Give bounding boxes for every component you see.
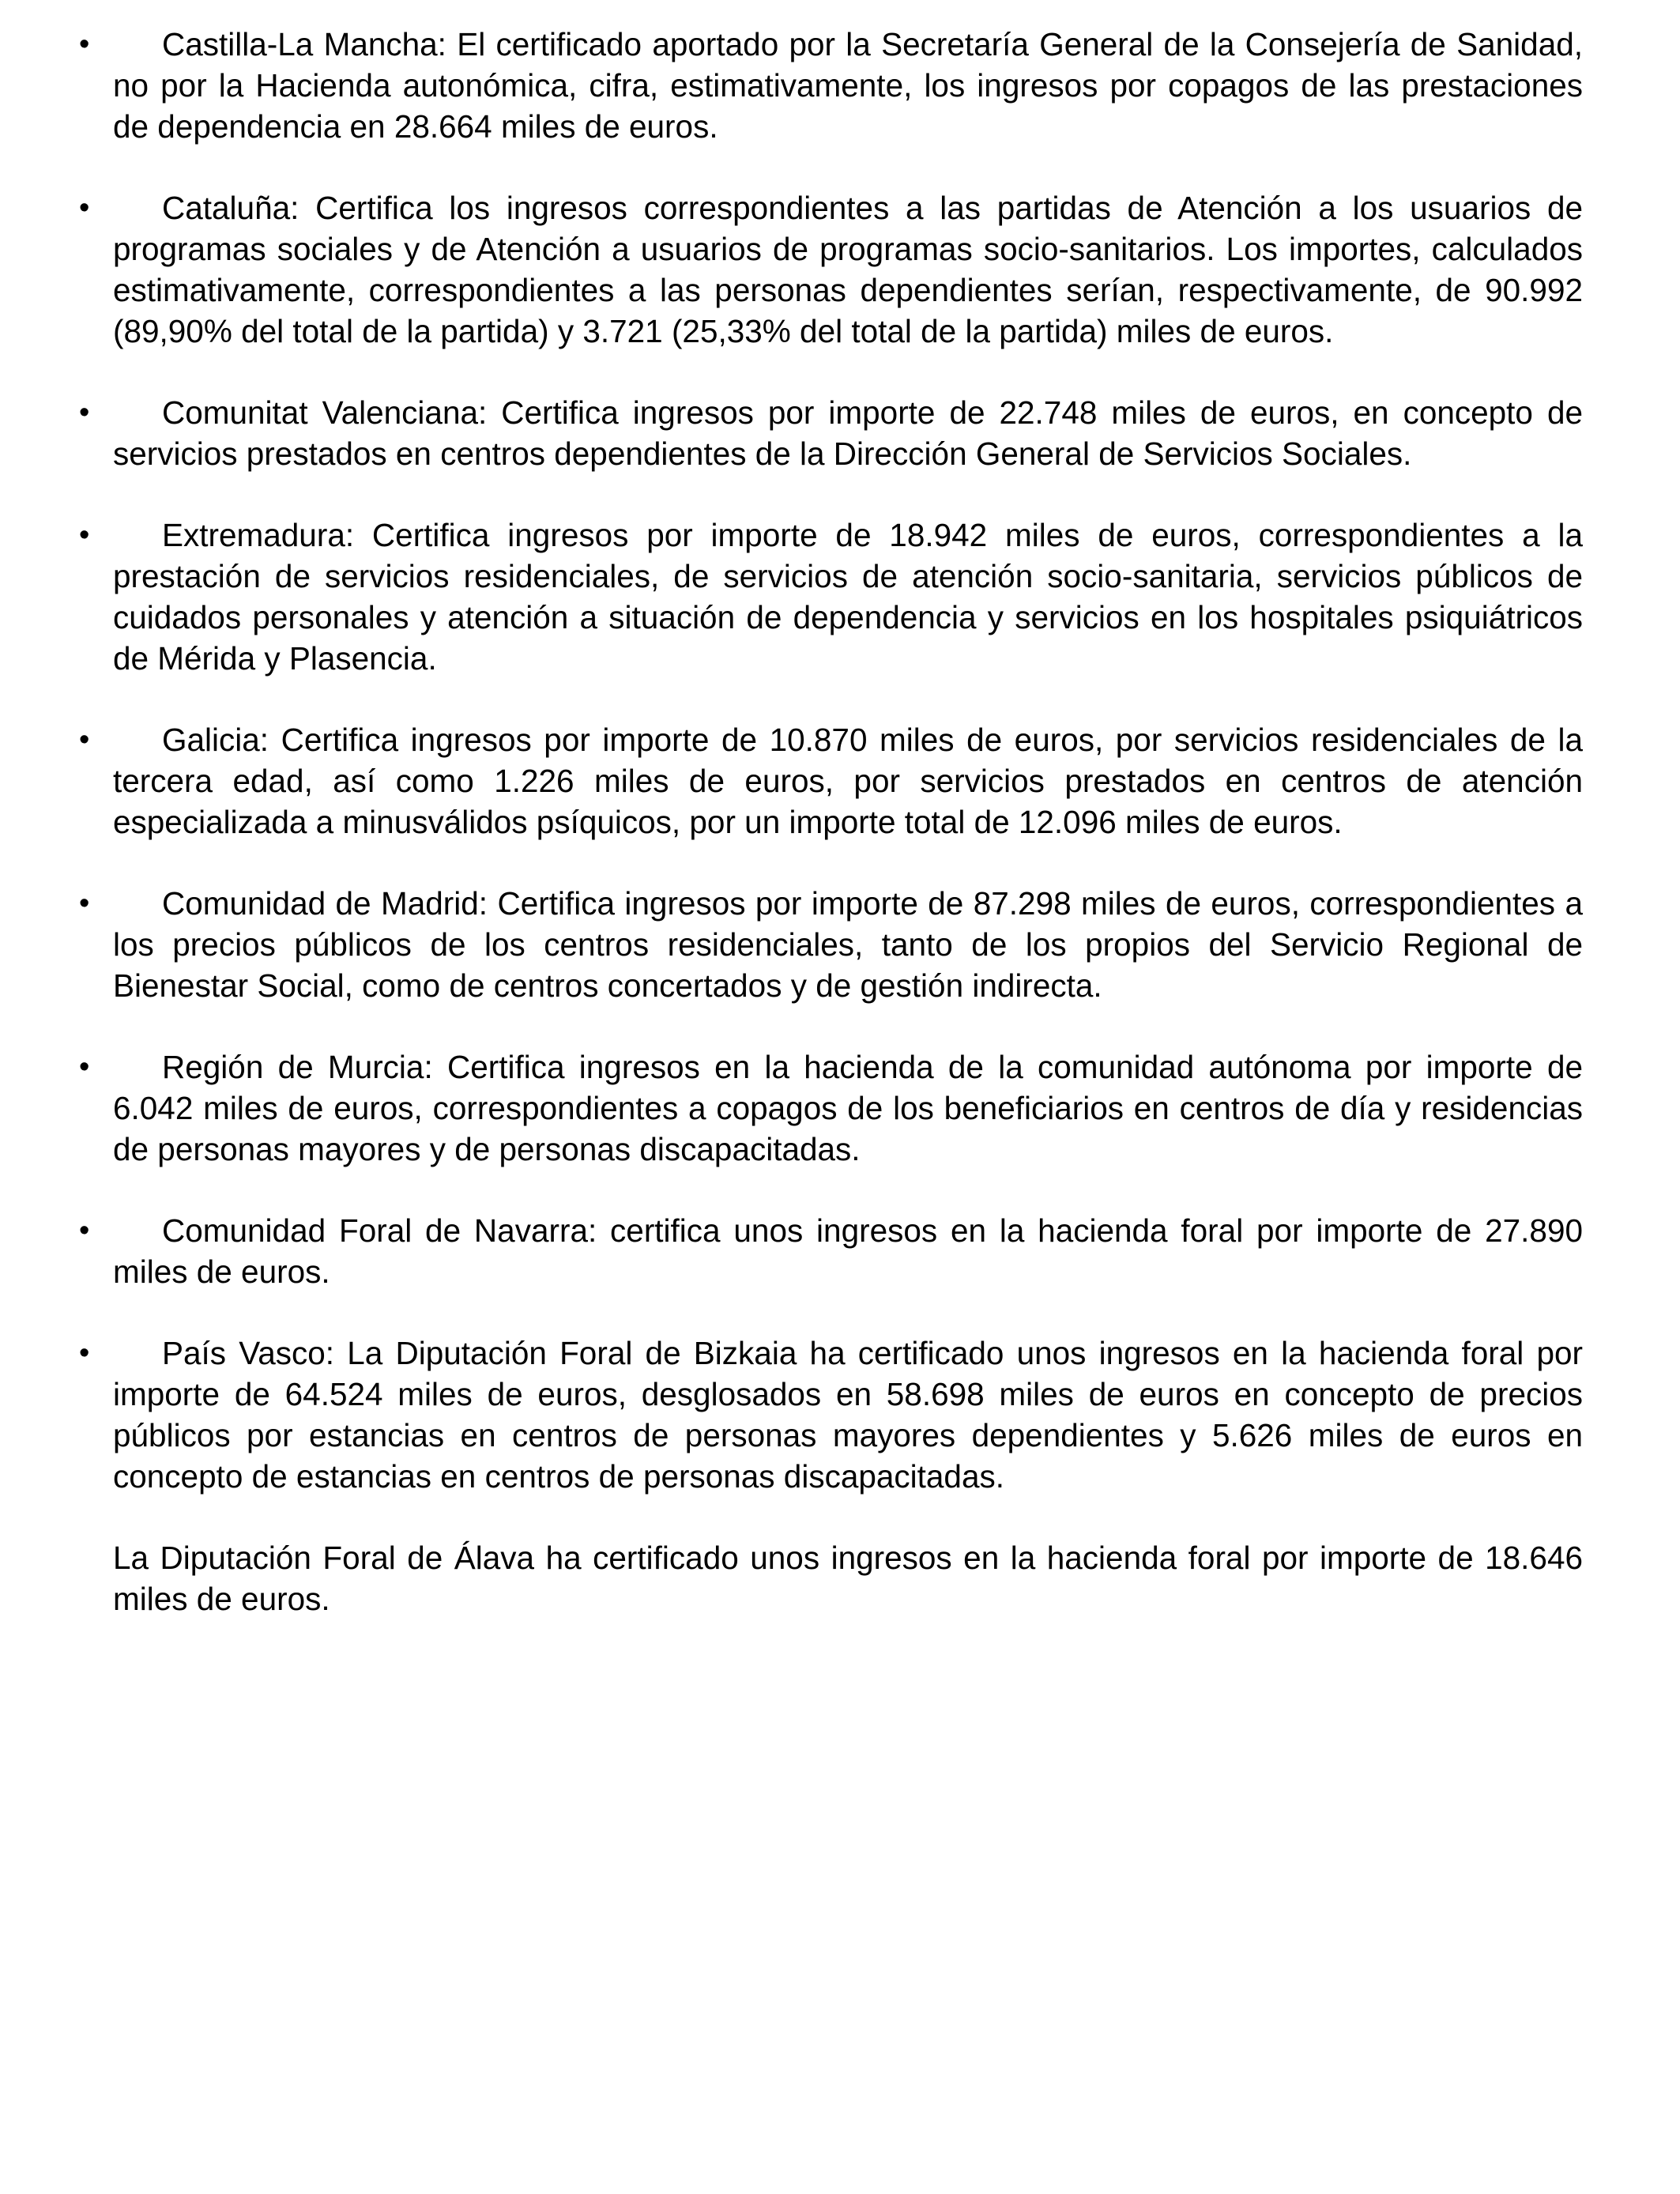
list-item-text: Cataluña: Certifica los ingresos correspondientes a las partidas de Atención a los usuarios de programas sociales y de Atención a usuarios de programas socio-sanitarios. Los importes, calculados estimativamente, correspondientes a las personas dependientes serían, respectivamente, de 90.992 (89,90% del total de la partida) y 3.721 (25,33% del total de la partida) miles de euros. — [113, 190, 1583, 349]
bullet-icon: • — [79, 1214, 90, 1247]
list-item — [0, 392, 1680, 474]
list-item-text: Galicia: Certifica ingresos por importe de 10.870 miles de euros, por servicios residenciales de la tercera edad, así como 1.226 miles de euros, por servicios prestados en centros de atención especializada a minusválidos psíquicos, por un importe total de 12.096 miles de euros. — [113, 722, 1583, 840]
closing-paragraph-text: La Diputación Foral de Álava ha certificado unos ingresos en la hacienda foral por importe de 18.646 miles de euros. — [113, 1540, 1583, 1617]
bullet-icon: • — [79, 191, 90, 224]
list-item-text: Comunidad Foral de Navarra: certifica unos ingresos en la hacienda foral por importe de 27.890 miles de euros. — [113, 1212, 1583, 1290]
list-item — [0, 883, 1680, 1006]
list-item — [0, 719, 1680, 843]
list-item — [0, 1210, 1680, 1292]
list-item-text: País Vasco: La Diputación Foral de Bizkaia ha certificado unos ingresos en la hacienda foral por importe de 64.524 miles de euros, desglosados en 58.698 miles de euros en concepto de precios públicos por estancias en centros de personas mayores dependientes y 5.626 miles de euros en concepto de estancias en centros de personas discapacitadas. — [113, 1335, 1583, 1495]
bullet-icon: • — [79, 723, 90, 756]
list-item — [0, 24, 1680, 147]
bullet-icon: • — [79, 518, 90, 552]
closing-paragraph — [0, 1537, 1680, 1619]
list-item-text: Castilla-La Mancha: El certificado aportado por la Secretaría General de la Consejería de Sanidad, no por la Hacienda autonómica, cifra, estimativamente, los ingresos por copagos de las prestaciones de dependencia en 28.664 miles de euros. — [113, 26, 1583, 145]
bullet-icon: • — [79, 1336, 90, 1370]
bullet-icon: • — [79, 887, 90, 920]
list-item — [0, 1046, 1680, 1170]
list-item — [0, 187, 1680, 352]
bullet-icon: • — [79, 28, 90, 61]
list-item-text: Extremadura: Certifica ingresos por importe de 18.942 miles de euros, correspondientes a la prestación de servicios residenciales, de servicios de atención socio-sanitaria, servicios públicos de cuidados personales y atención a situación de dependencia y servicios en los hospitales psiquiátricos de Mérida y Plasencia. — [113, 517, 1583, 677]
list-item-text: Comunitat Valenciana: Certifica ingresos por importe de 22.748 miles de euros, en concepto de servicios prestados en centros dependientes de la Dirección General de Servicios Sociales. — [113, 394, 1583, 472]
list-item-text: Región de Murcia: Certifica ingresos en la hacienda de la comunidad autónoma por importe de 6.042 miles de euros, correspondientes a copagos de los beneficiarios en centros de día y residencias de personas mayores y de personas discapacitadas. — [113, 1049, 1583, 1167]
list-item — [0, 1333, 1680, 1497]
list-item-text: Comunidad de Madrid: Certifica ingresos por importe de 87.298 miles de euros, correspondientes a los precios públicos de los centros residenciales, tanto de los propios del Servicio Regional de Bienestar Social, como de centros concertados y de gestión indirecta. — [113, 885, 1583, 1004]
bullet-list — [0, 24, 1680, 1619]
list-item — [0, 515, 1680, 679]
bullet-icon: • — [79, 396, 90, 429]
bullet-icon: • — [79, 1050, 90, 1084]
